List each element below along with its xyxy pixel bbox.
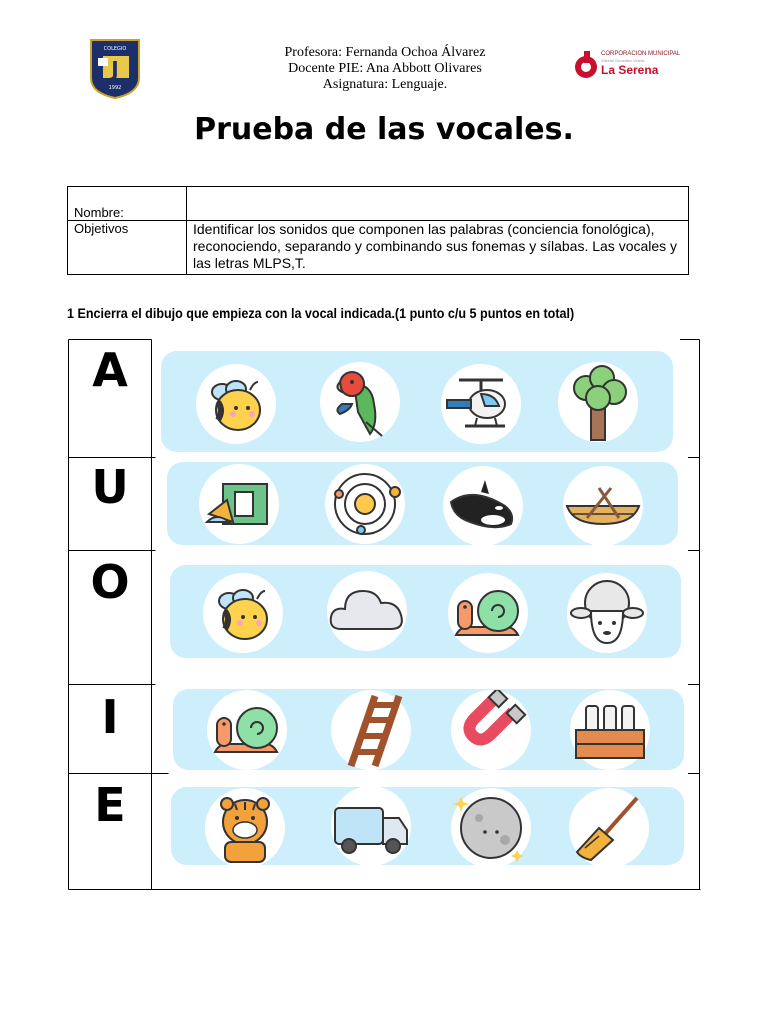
school-logo (89, 38, 141, 100)
vowel-label-i: I (101, 690, 119, 744)
city-logo (574, 49, 684, 83)
moon-icon[interactable] (451, 788, 531, 868)
milk-bottles-icon[interactable] (570, 690, 650, 770)
tiger-icon[interactable] (205, 788, 285, 868)
city-logo-org: CORPORACION MUNICIPAL (601, 51, 681, 57)
bee-icon[interactable] (203, 573, 283, 653)
vowel-label-e: E (94, 778, 126, 832)
teacher-line: Profesora: Fernanda Ochoa Álvarez (284, 45, 486, 60)
sheep-icon[interactable] (567, 573, 647, 653)
ladder-icon[interactable] (331, 690, 411, 770)
city-logo-mark-icon (574, 49, 600, 83)
snail-icon[interactable] (207, 690, 287, 770)
boat-icon[interactable] (563, 466, 643, 546)
bee-icon[interactable] (196, 364, 276, 444)
instruction-text: 1 Encierra el dibujo que empieza con la vocal indicada.(1 punto c/u 5 puntos en total) (67, 306, 575, 321)
page-title: Prueba de las vocales. (194, 112, 574, 147)
snail-icon[interactable] (448, 573, 528, 653)
objectives-text: Identificar los sonidos que componen las palabras (conciencia fonológica), reconociendo, separando y combinando sus fonemas y sílabas. Las vocales y las letras MLPS,T. (187, 221, 689, 275)
city-logo-city: La Serena (601, 63, 659, 77)
cloud-icon[interactable] (327, 571, 407, 651)
truck-icon[interactable] (331, 786, 411, 866)
pie-teacher-line: Docente PIE: Ana Abbott Olivares (288, 61, 482, 76)
school-logo-letter: J (111, 57, 119, 81)
info-table (67, 186, 689, 275)
vowel-label-a: A (92, 343, 128, 397)
solar-system-icon[interactable] (325, 464, 405, 544)
helicopter-icon[interactable] (441, 364, 521, 444)
vowel-label-u: U (91, 460, 129, 514)
header-info (230, 45, 540, 93)
objectives-label: Objetivos (68, 221, 187, 275)
broom-icon[interactable] (569, 788, 649, 868)
subject-line: Asignatura: Lenguaje. (322, 77, 448, 92)
tree-icon[interactable] (558, 362, 638, 442)
school-logo-name: COLEGIO (103, 46, 127, 52)
school-logo-year: 1992 (108, 85, 122, 91)
name-label: Nombre: (68, 187, 187, 221)
name-field[interactable] (187, 187, 689, 221)
parrot-icon[interactable] (320, 362, 400, 442)
city-logo-sub: Gabriel González Videla (601, 58, 645, 63)
vowel-label-o: O (90, 555, 130, 609)
magnet-icon[interactable] (451, 690, 531, 770)
orca-icon[interactable] (443, 466, 523, 546)
sharpener-icon[interactable] (199, 464, 279, 544)
